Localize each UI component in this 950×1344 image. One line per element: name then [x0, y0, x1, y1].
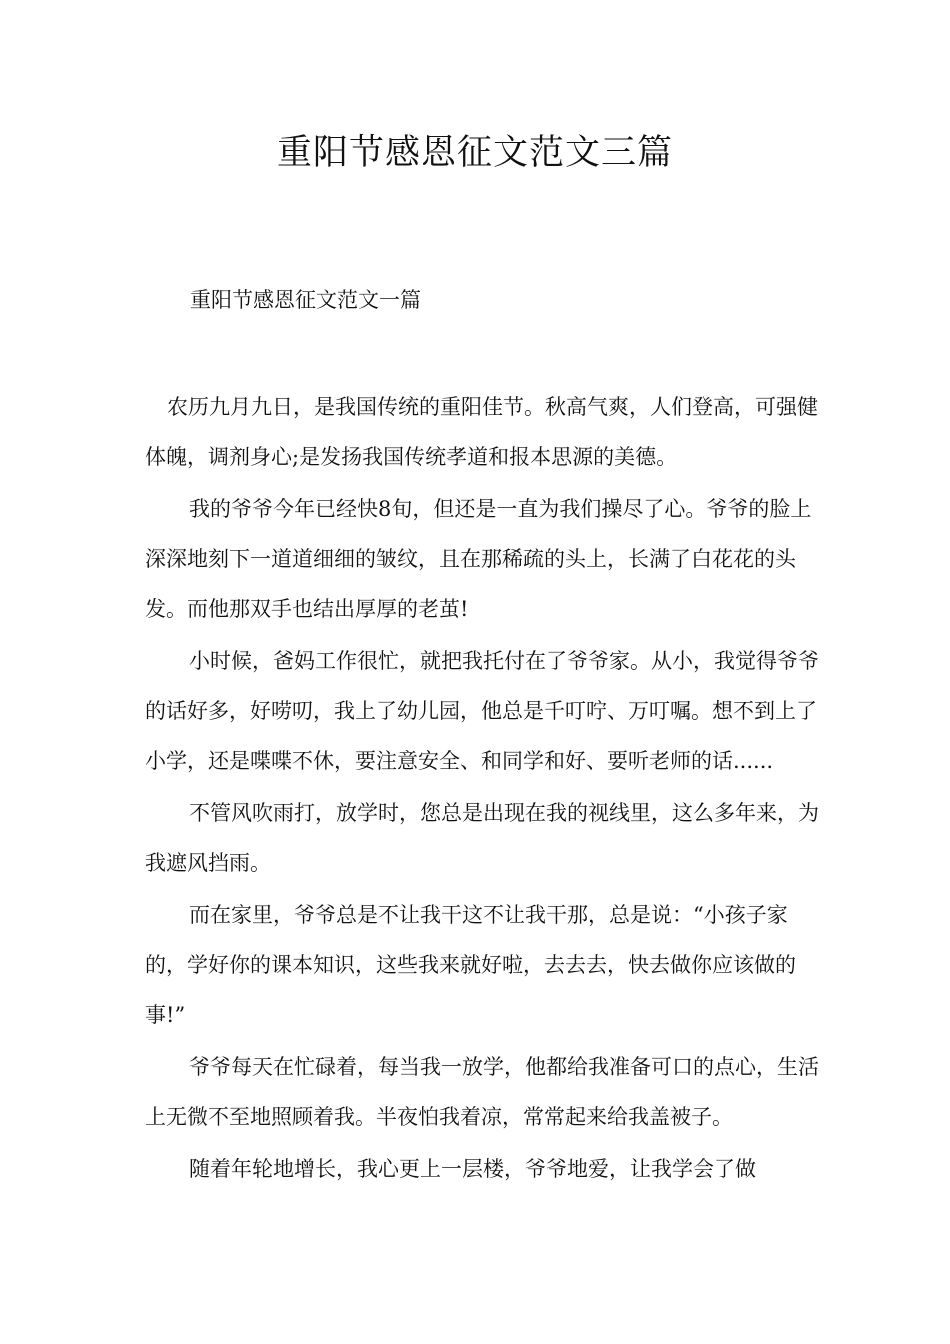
paragraph: 小时候，爸妈工作很忙，就把我托付在了爷爷家。从小，我觉得爷爷的话好多，好唠叨，我上了幼儿园，他总是千叮咛、万叮嘱。想不到上了小学，还是喋喋不休，要注意安全、和同学和好、要听老师的话......: [145, 649, 819, 773]
paragraph: 随着年轮地增长，我心更上一层楼，爷爷地爱，让我学会了做: [189, 1157, 756, 1181]
paragraph: 爷爷每天在忙碌着，每当我一放学，他都给我准备可口的点心，生活上无微不至地照顾着我。半夜怕我着凉，常常起来给我盖被子。: [145, 1055, 819, 1129]
section-heading: 重阳节感恩征文范文一篇: [190, 288, 421, 312]
paragraph: 我的爷爷今年已经快8旬，但还是一直为我们操尽了心。爷爷的脸上深深地刻下一道道细细的皱纹，且在那稀疏的头上，长满了白花花的头发。而他那双手也结出厚厚的老茧!: [145, 497, 812, 621]
paragraph: 不管风吹雨打，放学时，您总是出现在我的视线里，这么多年来，为我遮风挡雨。: [145, 801, 819, 875]
paragraph: 农历九月九日，是我国传统的重阳佳节。秋高气爽，人们登高，可强健体魄，调剂身心;是发扬我国传统孝道和报本思源的美德。: [145, 395, 818, 469]
paragraph: 而在家里，爷爷总是不让我干这不让我干那，总是说：“小孩子家的，学好你的课本知识，这些我来就好啦，去去去，快去做你应该做的事!”: [145, 903, 796, 1027]
document-body: [145, 382, 820, 1196]
document-title: 重阳节感恩征文范文三篇: [276, 133, 673, 173]
